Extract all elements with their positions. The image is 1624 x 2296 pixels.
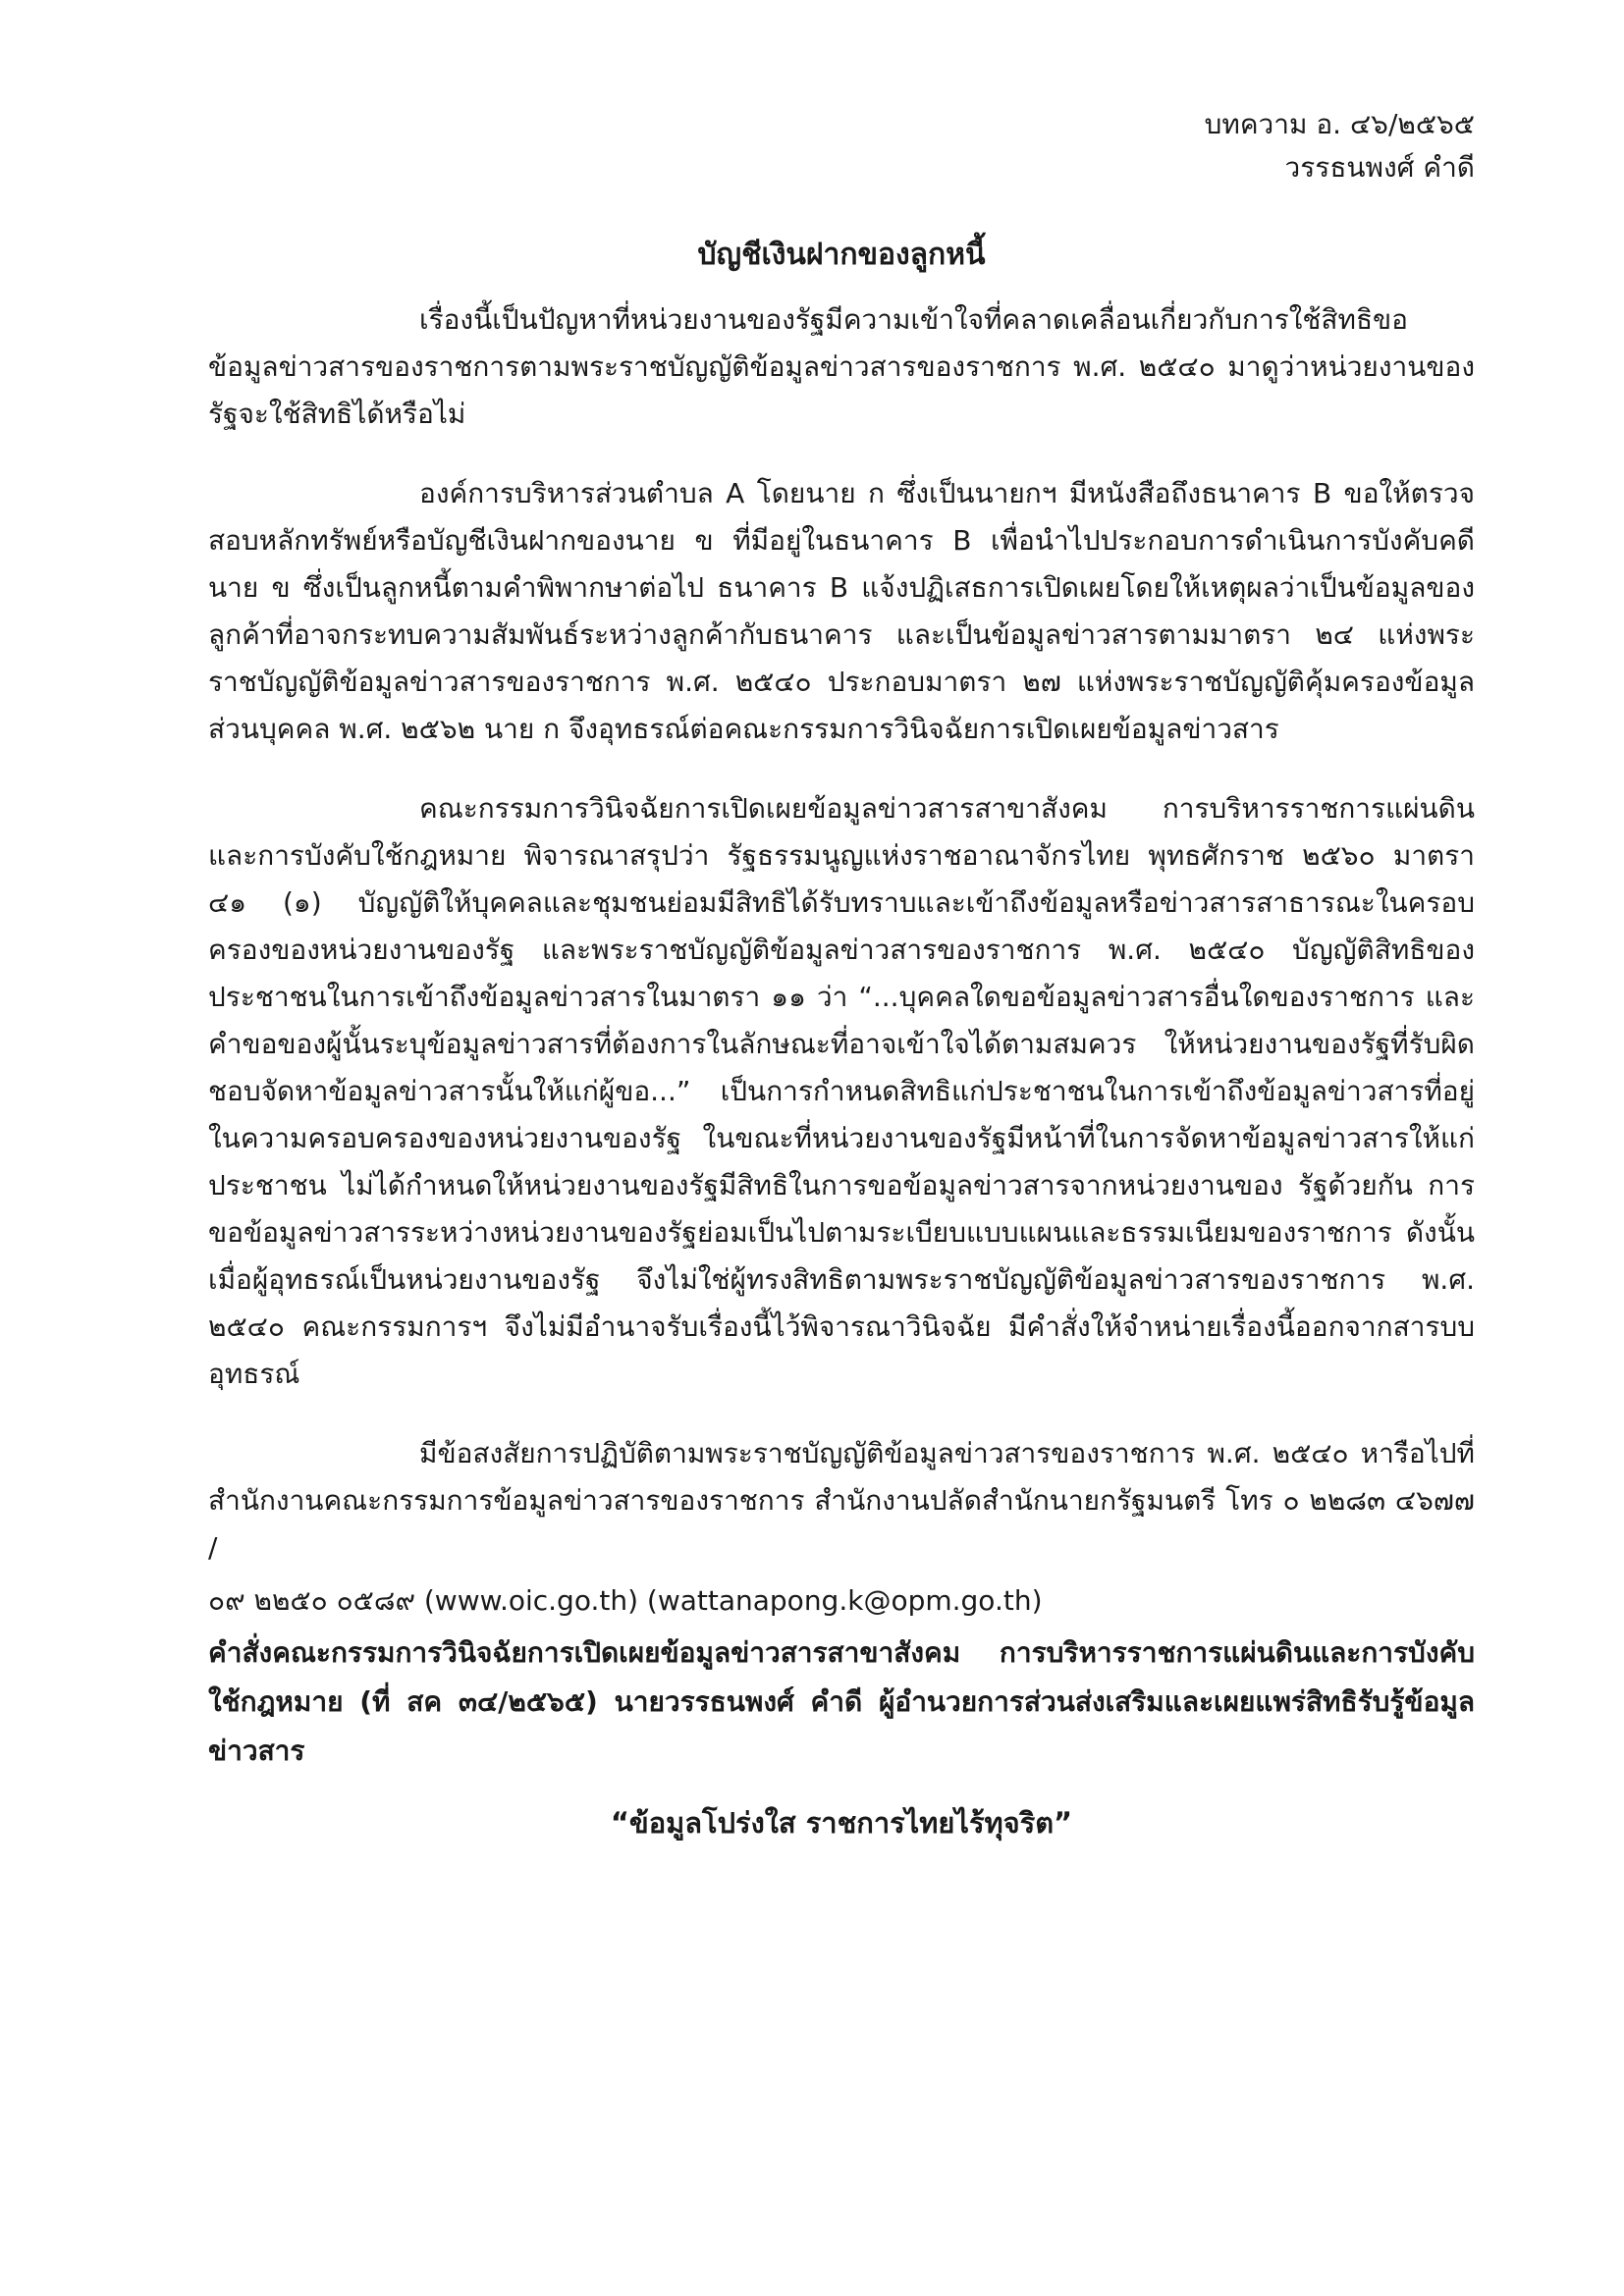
decision-paragraph: คณะกรรมการวินิจฉัยการเปิดเผยข้อมูลข่าวสารสาขาสังคม การบริหารราชการแผ่นดินและการบังคับใช้กฎหมาย พิจารณาสรุปว่า รัฐธรรมนูญแห่งราชอาณาจักรไทย พุทธศักราช ๒๕๖๐ มาตรา ๔๑ (๑) บัญญัติให้บุคคลและชุมชนย่อมมีสิทธิได้รับทราบและเข้าถึงข้อมูลหรือข่าวสารสาธารณะในครอบครองของหน่วยงานของรัฐ และพระราชบัญญัติข้อมูลข่าวสารของราชการ พ.ศ. ๒๕๔๐ บัญญัติสิทธิของประชาชนในการเข้าถึงข้อมูลข่าวสารในมาตรา ๑๑ ว่า “...บุคคลใดขอข้อมูลข่าวสารอื่นใดของราชการ และคำขอของผู้นั้นระบุข้อมูลข่าวสารที่ต้องการในลักษณะที่อาจเข้าใจได้ตามสมควร ให้หน่วยงานของรัฐที่รับผิดชอบจัดหาข้อมูลข่าวสารนั้นให้แก่ผู้ขอ...” เป็นการกำหนดสิทธิแก่ประชาชนในการเข้าถึงข้อมูลข่าวสารที่อยู่ในความครอบครองของหน่วยงานของรัฐ ในขณะที่หน่วยงานของรัฐมีหน้าที่ในการจัดหาข้อมูลข่าวสารให้แก่ประชาชน ไม่ได้กำหนดให้หน่วยงานของรัฐมีสิทธิในการขอข้อมูลข่าวสารจากหน่วยงานของ รัฐด้วยกัน การขอข้อมูลข่าวสารระหว่างหน่วยงานของรัฐย่อมเป็นไปตามระเบียบแบบแผนและธรรมเนียมของราชการ ดังนั้น เมื่อผู้อุทธรณ์เป็นหน่วยงานของรัฐ จึงไม่ใช่ผู้ทรงสิทธิตามพระราชบัญญัติข้อมูลข่าวสารของราชการ พ.ศ. ๒๕๔๐ คณะกรรมการฯ จึงไม่มีอำนาจรับเรื่องนี้ไว้พิจารณาวินิจฉัย มีคำสั่งให้จำหน่ายเรื่องนี้ออกจากสารบบอุทธรณ์ (208, 792, 1475, 1390)
article-header (208, 103, 1475, 189)
intro-paragraph: เรื่องนี้เป็นปัญหาที่หน่วยงานของรัฐมีความเข้าใจที่คลาดเคลื่อนเกี่ยวกับการใช้สิทธิขอข้อมูลข่าวสารของราชการตามพระราชบัญญัติข้อมูลข่าวสารของราชการ พ.ศ. ๒๕๔๐ มาดูว่าหน่วยงานของรัฐจะใช้สิทธิได้หรือไม่ (208, 303, 1475, 430)
inquiry-paragraph: มีข้อสงสัยการปฏิบัติตามพระราชบัญญัติข้อมูลข่าวสารของราชการ พ.ศ. ๒๕๔๐ หารือไปที่สำนักงานคณะกรรมการข้อมูลข่าวสารของราชการ สำนักงานปลัดสำนักนายกรัฐมนตรี โทร ๐ ๒๒๘๓ ๔๖๗๗ / (208, 1437, 1475, 1564)
contact-line: ๐๙ ๒๒๕๐ ๐๕๘๙ (www.oic.go.th) (wattanapong.k@opm.go.th) (208, 1584, 1043, 1617)
article-number: บทความ อ. ๔๖/๒๕๖๕ (1204, 108, 1475, 140)
order-note: คำสั่งคณะกรรมการวินิจฉัยการเปิดเผยข้อมูลข่าวสารสาขาสังคม การบริหารราชการแผ่นดินและการบังคับใช้กฎหมาย (ที่ สค ๓๔/๒๕๖๕) นายวรรธนพงศ์ คำดี ผู้อำนวยการส่วนส่งเสริมและเผยแพร่สิทธิรับรู้ข้อมูลข่าวสาร (208, 1636, 1475, 1767)
author-name: วรรธนพงศ์ คำดี (1284, 151, 1475, 184)
facts-paragraph: องค์การบริหารส่วนตำบล A โดยนาย ก ซึ่งเป็นนายกฯ มีหนังสือถึงธนาคาร B ขอให้ตรวจสอบหลักทรัพย์หรือบัญชีเงินฝากของนาย ข ที่มีอยู่ในธนาคาร B เพื่อนำไปประกอบการดำเนินการบังคับคดีนาย ข ซึ่งเป็นลูกหนี้ตามคำพิพากษาต่อไป ธนาคาร B แจ้งปฏิเสธการเปิดเผยโดยให้เหตุผลว่าเป็นข้อมูลของลูกค้าที่อาจกระทบความสัมพันธ์ระหว่างลูกค้ากับธนาคาร และเป็นข้อมูลข่าวสารตามมาตรา ๒๔ แห่งพระราชบัญญัติข้อมูลข่าวสารของราชการ พ.ศ. ๒๕๔๐ ประกอบมาตรา ๒๗ แห่งพระราชบัญญัติคุ้มครองข้อมูลส่วนบุคคล พ.ศ. ๒๕๖๒ นาย ก จึงอุทธรณ์ต่อคณะกรรมการวินิจฉัยการเปิดเผยข้อมูลข่าวสาร (208, 477, 1475, 745)
slogan: “ข้อมูลโปร่งใส ราชการไทยไร้ทุจริต” (610, 1806, 1073, 1840)
document-title: บัญชีเงินฝากของลูกหนี้ (697, 238, 986, 272)
